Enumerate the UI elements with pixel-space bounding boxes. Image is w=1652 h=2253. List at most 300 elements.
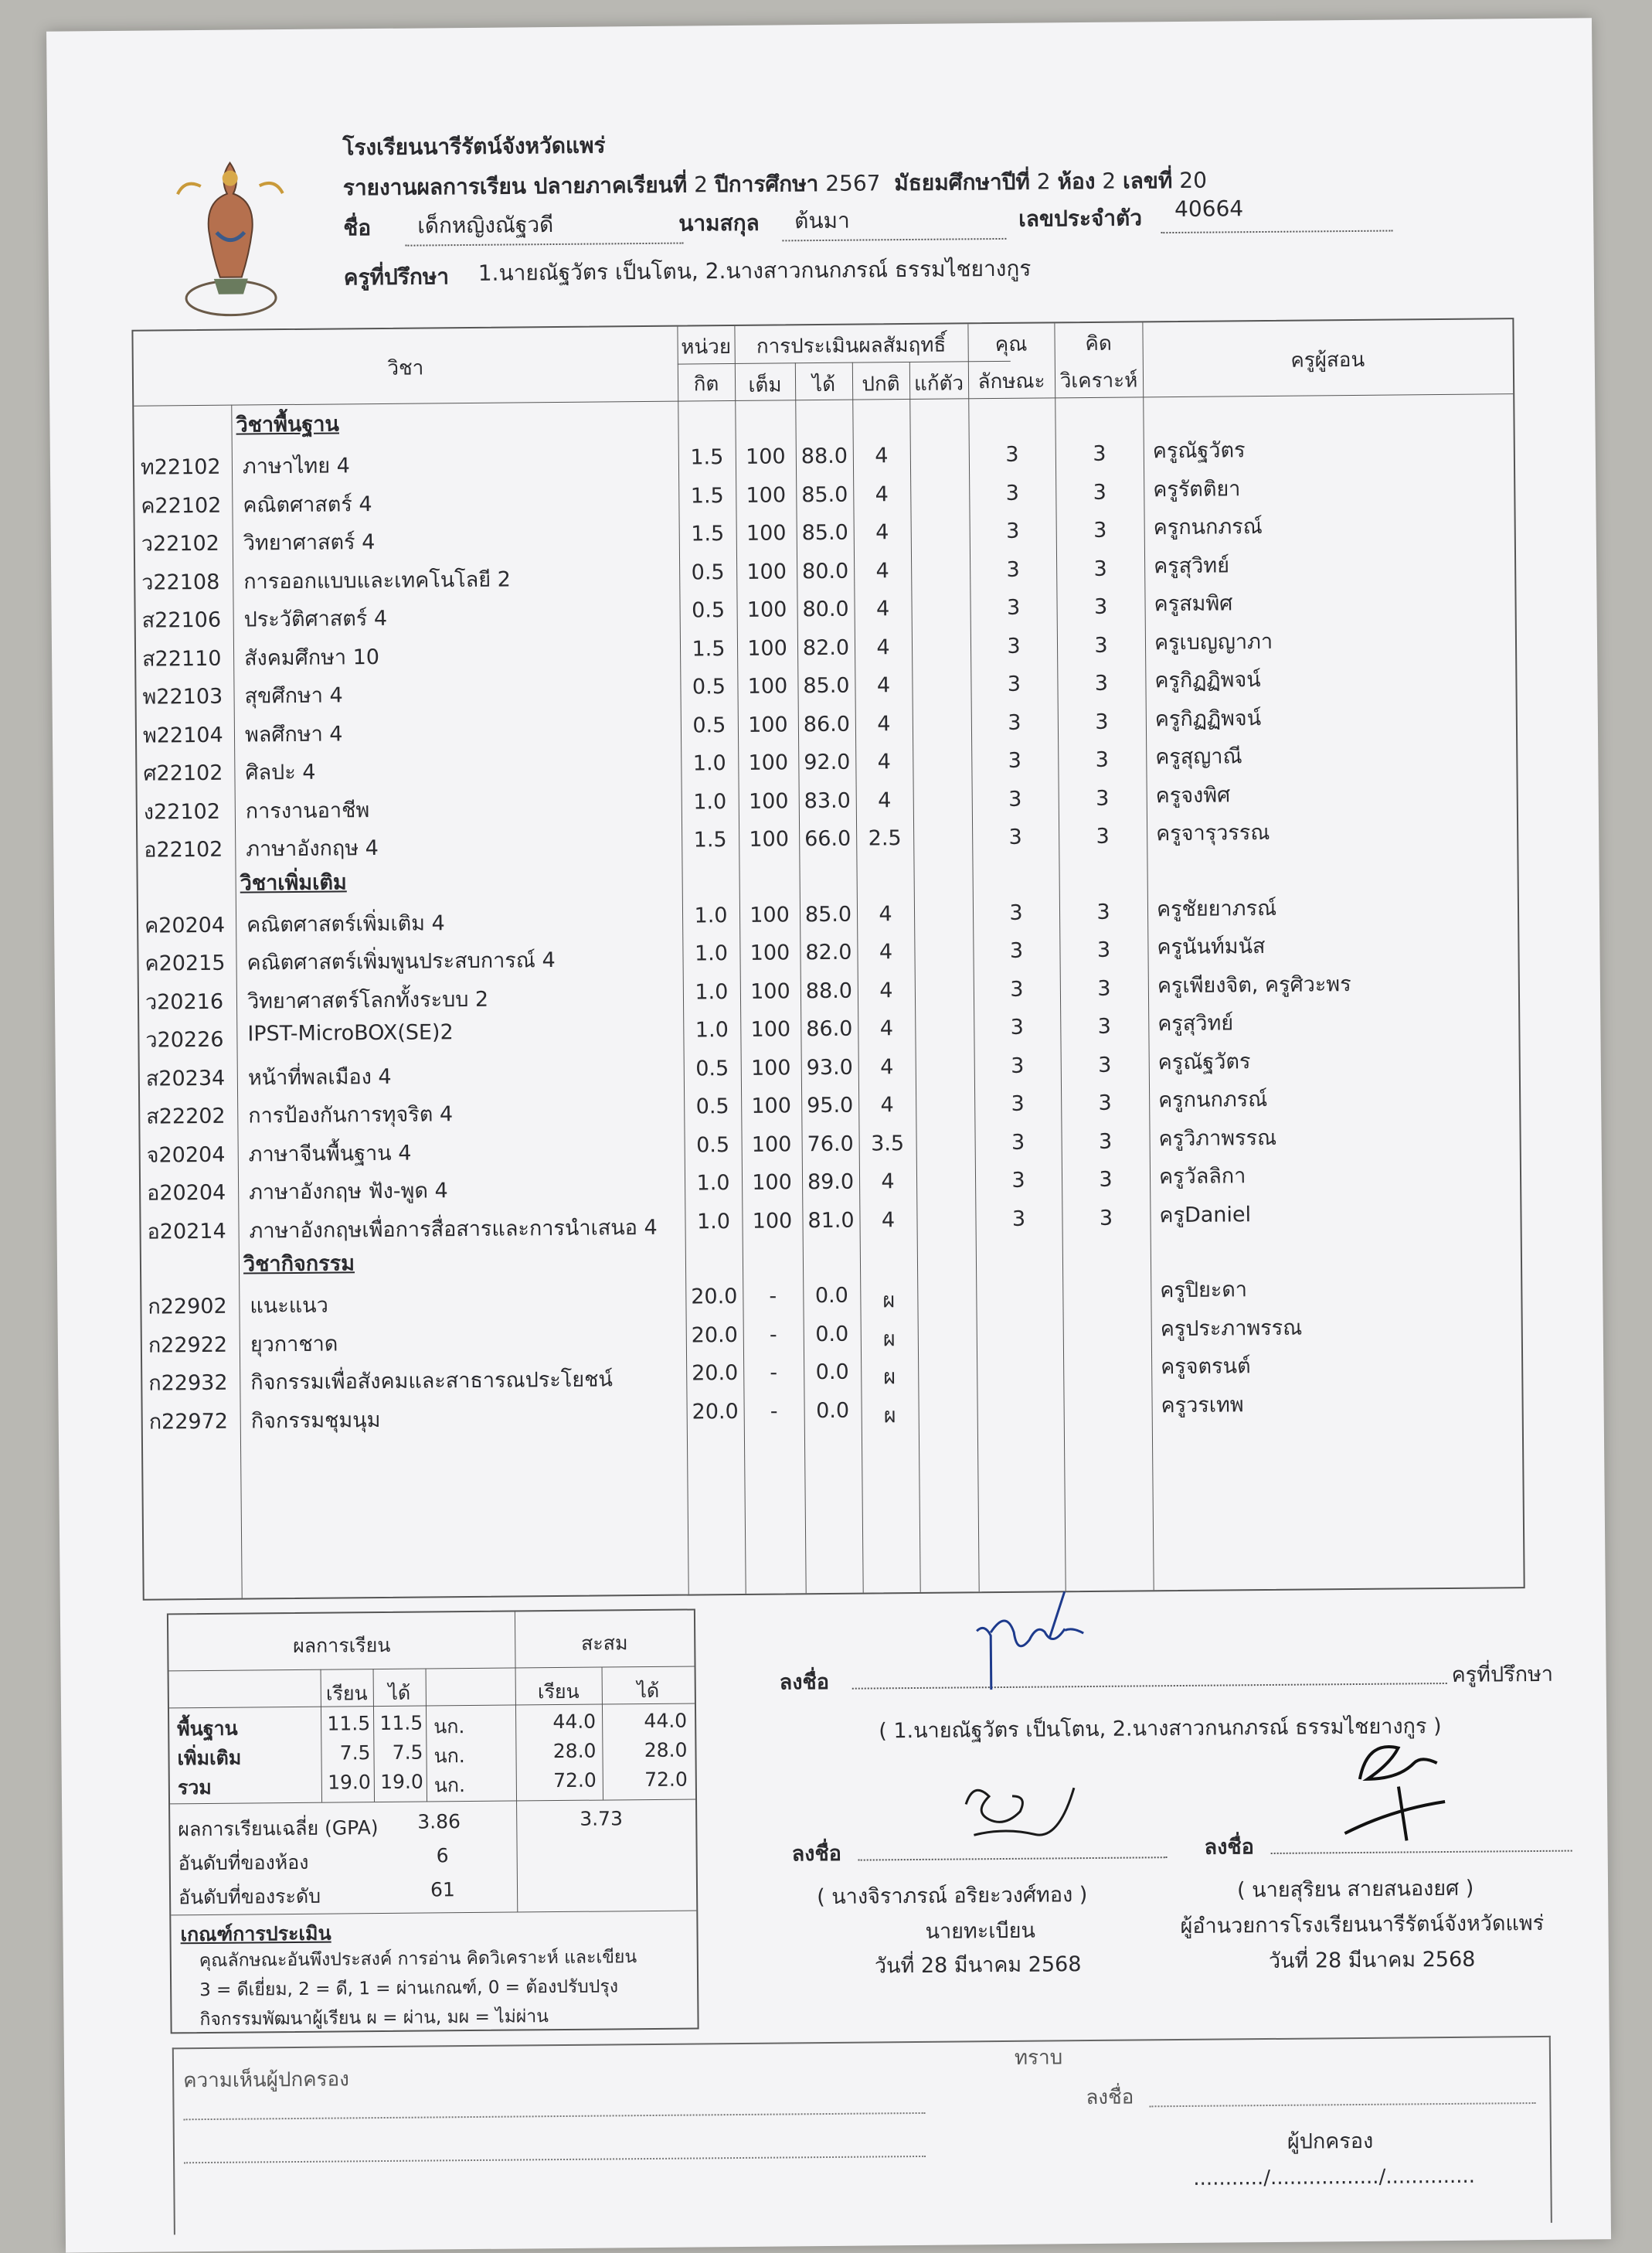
subject-code: ง22102 [143, 799, 221, 825]
teacher-name: ครูDaniel [1159, 1202, 1252, 1227]
teacher-name: ครูนันท์มนัส [1157, 934, 1266, 960]
acc-study-label: เรียน [537, 1680, 580, 1703]
study-label: เรียน [325, 1682, 368, 1705]
acc-got-label: ได้ [637, 1679, 660, 1703]
summary-study: 11.5 [327, 1712, 371, 1735]
cell-grade: 4 [876, 635, 890, 659]
subject-code: ส20234 [145, 1066, 226, 1091]
cell-full: 100 [750, 978, 790, 1004]
director-sign-label: ลงชื่อ [1204, 1835, 1255, 1860]
cell-credit: 20.0 [691, 1322, 738, 1348]
subject-code: ว22108 [141, 570, 220, 595]
cell-score: 92.0 [804, 750, 851, 775]
cell-credit: 1.0 [695, 1018, 729, 1043]
cell-full: 100 [750, 1055, 791, 1081]
advisor-signature-icon [972, 1584, 1096, 1700]
cell-trait: 3 [1011, 1091, 1025, 1116]
cell-trait: 3 [1007, 672, 1021, 696]
director-sign-line [1271, 1850, 1572, 1854]
cell-grade: 4 [879, 1016, 894, 1041]
header-full: เต็ม [748, 373, 782, 397]
summary-got: 7.5 [392, 1741, 423, 1764]
cell-grade: 4 [880, 1054, 894, 1079]
director-signature-icon [1328, 1732, 1484, 1850]
subject-code: ว22102 [141, 531, 220, 556]
cell-full: 100 [751, 1132, 792, 1157]
cell-full: 100 [750, 902, 790, 927]
cell-credit: 1.0 [695, 979, 729, 1004]
opinion-line-2[interactable] [184, 2156, 926, 2163]
header-normal: ปกติ [862, 373, 900, 396]
header-think-bottom: วิเคราะห์ [1059, 369, 1138, 393]
subject-name: IPST-MicroBOX(SE)2 [247, 1020, 454, 1047]
cell-fix [911, 519, 970, 520]
school-name: โรงเรียนนารีรัตน์จังหวัดแพร่ [342, 132, 606, 161]
teacher-name: ครูกนกภรณ์ [1158, 1087, 1268, 1113]
parent-sign-label: ลงชื่อ [1086, 2085, 1134, 2110]
subject-code: จ20204 [146, 1142, 226, 1168]
subject-name: สังคมศึกษา 10 [243, 645, 380, 671]
cell-score: 76.0 [807, 1132, 854, 1156]
subject-name: ยุวกาชาด [250, 1331, 338, 1356]
parent-sign-line[interactable] [1150, 2102, 1536, 2107]
cell-fix [913, 825, 972, 826]
section-title: วิชาพื้นฐาน [236, 412, 340, 437]
cell-fix [918, 1359, 977, 1360]
cell-trait: 3 [1007, 634, 1021, 659]
summary-acc_got: 28.0 [644, 1738, 688, 1762]
cell-full: 100 [751, 1094, 792, 1118]
year-value: 2567 [825, 170, 881, 196]
cell-trait [976, 1281, 1062, 1282]
parent-comment-box [172, 2036, 1552, 2235]
student-surname: ต้นมา [794, 207, 850, 234]
subject-name: ภาษาอังกฤษ 4 [246, 836, 379, 862]
cell-score: 0.0 [816, 1398, 850, 1423]
header-subject: วิชา [387, 356, 424, 380]
teacher-name: ครูจตรนต์ [1161, 1354, 1251, 1380]
teacher-name: ครูสมพิศ [1154, 591, 1233, 617]
header-trait-bottom: ลักษณะ [977, 369, 1045, 394]
cell-full: - [769, 1322, 777, 1347]
cell-think: 3 [1097, 976, 1111, 1001]
report-title-line [343, 164, 1208, 206]
cell-full: 100 [747, 635, 787, 661]
cell-trait: 3 [1005, 519, 1020, 543]
subject-name: คณิตศาสตร์เพิ่มเติม 4 [246, 910, 445, 938]
report-card-sheet [46, 18, 1611, 2252]
cell-trait: 3 [1005, 481, 1020, 505]
teacher-name: ครูณัฐวัตร [1157, 1049, 1251, 1074]
summary-acc_study: 72.0 [553, 1768, 597, 1792]
cell-think: 3 [1095, 710, 1109, 734]
cell-score: 0.0 [815, 1360, 849, 1385]
cell-fix [919, 1397, 977, 1398]
cell-credit: 20.0 [692, 1399, 739, 1424]
subject-code: ก22932 [148, 1370, 228, 1396]
cell-score: 82.0 [805, 940, 852, 965]
cell-score: 0.0 [814, 1283, 848, 1309]
teacher-name: ครูสุญาณี [1155, 744, 1242, 770]
cell-grade: 4 [875, 520, 889, 545]
cell-trait: 3 [1011, 1053, 1025, 1078]
cell-full: 100 [748, 750, 789, 775]
rank-room-value: 6 [436, 1844, 449, 1867]
cell-think: 3 [1094, 671, 1109, 696]
teacher-name: ครูจงพิศ [1155, 782, 1231, 808]
cell-trait: 3 [1009, 938, 1024, 963]
cell-credit: 0.5 [696, 1132, 730, 1157]
registrar-date: วันที่ 28 มีนาคม 2568 [874, 1952, 1082, 1979]
cell-think: 3 [1096, 786, 1110, 811]
section-title: วิชาเพิ่มเติม [240, 870, 347, 896]
cell-fix [914, 939, 973, 940]
summary-acc_got: 44.0 [644, 1709, 688, 1733]
teacher-name: ครูกิฏฏิพจน์ [1154, 706, 1262, 731]
subject-name: กิจกรรมชุมนุม [250, 1407, 381, 1433]
subject-name: สุขศึกษา 4 [244, 683, 343, 709]
subject-code: ก22972 [148, 1409, 229, 1435]
summary-study: 19.0 [328, 1771, 371, 1794]
cell-full: 100 [746, 559, 787, 584]
subject-name: การป้องกันการทุจริต 4 [248, 1102, 454, 1128]
cell-credit: 1.5 [691, 522, 725, 546]
cell-credit: 1.0 [693, 789, 727, 814]
registrar-role: นายทะเบียน [925, 1918, 1036, 1944]
summary-box [167, 1608, 699, 2033]
teacher-name: ครูวรเทพ [1161, 1392, 1244, 1417]
summary-acc_study: 28.0 [552, 1739, 597, 1763]
cell-full: 100 [746, 597, 787, 622]
director-date: วันที่ 28 มีนาคม 2568 [1268, 1947, 1476, 1974]
subject-name: ประวัติศาสตร์ 4 [243, 606, 388, 632]
cell-trait [977, 1358, 1063, 1359]
gpa-label: ผลการเรียนเฉลี่ย (GPA) [178, 1816, 379, 1841]
subject-name: พลศึกษา 4 [244, 721, 343, 747]
cell-score: 85.0 [804, 902, 852, 927]
parent-ack-label: ทราบ [1014, 2046, 1063, 2070]
parent-date-blank[interactable]: .........../................./.............. [1193, 2164, 1476, 2190]
cell-trait: 3 [1006, 595, 1021, 620]
cell-think: 3 [1099, 1167, 1113, 1192]
subject-code: พ22103 [142, 684, 223, 710]
name-dotted-line [405, 243, 683, 247]
cell-trait: 3 [1010, 1015, 1025, 1040]
id-label: เลขประจำตัว [1018, 205, 1143, 232]
cell-full: 100 [746, 521, 787, 546]
cell-trait: 3 [1008, 825, 1022, 849]
summary-unit: นก. [433, 1744, 465, 1768]
cell-grade: 4 [875, 597, 890, 621]
cell-trait: 3 [1010, 977, 1024, 1002]
cell-credit: 0.5 [692, 713, 726, 737]
cell-trait: 3 [1011, 1206, 1026, 1231]
cell-fix [910, 443, 969, 444]
subject-name: หน้าที่พลเมือง 4 [247, 1064, 392, 1091]
teacher-name: ครูวิภาพรรณ [1158, 1125, 1277, 1151]
cell-think: 3 [1097, 1014, 1112, 1039]
accum-label: สะสม [580, 1632, 628, 1655]
cell-think: 3 [1096, 900, 1110, 924]
cell-grade: 4 [879, 901, 892, 926]
summary-label: รวม [177, 1775, 212, 1799]
surname-label: นามสกุล [678, 209, 760, 237]
subject-code: ค20204 [144, 913, 226, 938]
cell-fix [916, 1131, 974, 1132]
cell-score: 86.0 [803, 712, 851, 737]
cell-full: - [770, 1399, 778, 1424]
cell-score: 85.0 [801, 482, 848, 507]
cell-fix [916, 1207, 975, 1208]
cell-think: 3 [1093, 556, 1107, 581]
cell-grade: 4 [880, 1093, 894, 1118]
name-label: ชื่อ [343, 215, 372, 241]
rank-room-label: อันดับที่ของห้อง [178, 1850, 309, 1875]
number-value: 20 [1179, 167, 1208, 193]
cell-full: 100 [750, 941, 790, 965]
cell-fix [913, 749, 971, 750]
subject-name: กิจกรรมเพื่อสังคมและสาธารณประโยชน์ [250, 1367, 614, 1395]
subject-code: ค22102 [141, 493, 222, 519]
subject-name: วิทยาศาสตร์ 4 [243, 530, 376, 556]
semester-value: 2 [694, 172, 709, 198]
advisor-sign-label: ลงชื่อ [779, 1669, 830, 1695]
cell-credit: 1.5 [690, 445, 724, 470]
header-fix: แก้ตัว [913, 372, 964, 396]
header-got: ได้ [811, 373, 836, 397]
surname-dotted-line [782, 238, 1006, 242]
cell-trait: 3 [1005, 442, 1019, 467]
summary-got: 19.0 [380, 1770, 423, 1794]
subject-name: วิทยาศาสตร์โลกทั้งระบบ 2 [246, 987, 489, 1014]
summary-unit: นก. [433, 1774, 466, 1797]
registrar-name: ( นางจิราภรณ์ อริยะวงศ์ทอง ) [817, 1883, 1088, 1910]
teacher-name: ครูชัยยาภรณ์ [1156, 896, 1277, 921]
cell-trait: 3 [1008, 710, 1021, 735]
cell-credit: 0.5 [691, 560, 725, 584]
cell-grade: 4 [878, 788, 892, 812]
summary-study: 7.5 [339, 1741, 371, 1765]
cell-grade: 4 [877, 711, 891, 736]
opinion-line-1[interactable] [184, 2112, 926, 2120]
cell-think: 3 [1093, 518, 1107, 543]
student-name: เด็กหญิงณัฐวดี [417, 212, 554, 239]
cell-credit: 0.5 [691, 598, 726, 623]
criteria-title: เกณฑ์การประเมิน [180, 1921, 331, 1946]
teacher-name: ครูกิฏฏิพจน์ [1154, 668, 1261, 693]
director-name: ( นายสุริยน สายสนองยศ ) [1236, 1876, 1474, 1903]
cell-grade: 4 [881, 1207, 896, 1232]
cell-credit: 20.0 [692, 1360, 739, 1386]
cell-fix [916, 1092, 974, 1093]
cell-score: 0.0 [815, 1322, 849, 1346]
cell-think [1063, 1357, 1151, 1358]
criteria-line-1: คุณลักษณะอันพึงประสงค์ การอ่าน คิดวิเคราะห์ และเขียน [199, 1947, 637, 1972]
subject-name: การออกแบบและเทคโนโลยี 2 [243, 567, 511, 594]
subject-code: อ20204 [147, 1180, 226, 1206]
advisor-role: ครูที่ปรึกษา [1451, 1662, 1554, 1687]
id-dotted-line [1161, 230, 1392, 234]
teacher-name: ครูเบญญาภา [1154, 629, 1273, 655]
cell-credit: 1.0 [694, 903, 728, 927]
registrar-signature-icon [943, 1772, 1098, 1859]
subject-name: คณิตศาสตร์เพิ่มพูนประสบการณ์ 4 [246, 948, 556, 975]
cell-score: 85.0 [801, 520, 848, 546]
cell-score: 93.0 [806, 1055, 853, 1080]
cell-grade: ผ [883, 1365, 896, 1390]
got-label: ได้ [388, 1681, 411, 1704]
subject-code: ท22102 [140, 454, 221, 480]
section-title: วิชากิจกรรม [243, 1251, 355, 1277]
summary-label: เพิ่มเติม [177, 1746, 242, 1770]
cell-score: 86.0 [806, 1016, 853, 1042]
subject-code: อ22102 [144, 837, 223, 863]
cell-grade: ผ [882, 1288, 896, 1313]
cell-score: 95.0 [807, 1093, 854, 1118]
cell-think: 3 [1098, 1129, 1113, 1154]
cell-score: 80.0 [801, 559, 849, 584]
cell-fix [911, 558, 970, 559]
subject-code: อ20214 [147, 1219, 226, 1244]
cell-think: 3 [1099, 1206, 1113, 1230]
cell-score: 82.0 [802, 635, 850, 660]
header-think-top: คิด [1085, 332, 1112, 356]
advisor-label: ครูที่ปรึกษา [343, 264, 450, 291]
room-value: 2 [1102, 168, 1117, 194]
cell-full: 100 [749, 827, 790, 852]
grade-label: มัธยมศึกษาปีที่ [894, 168, 1030, 196]
advisor-sign-line [852, 1683, 1447, 1690]
subject-name: ภาษาไทย 4 [242, 454, 350, 479]
advisor-names: 1.นายณัฐวัตร เป็นโตน, 2.นางสาวกนกภรณ์ ธรรมไชยางกูร [478, 255, 1032, 286]
number-label: เลขที่ [1122, 168, 1173, 194]
gpa-accum-value: 3.73 [580, 1807, 624, 1830]
teacher-name: ครูวัลลิกา [1158, 1164, 1246, 1189]
parent-role: ผู้ปกครอง [1287, 2129, 1374, 2154]
cell-fix [917, 1282, 976, 1283]
cell-grade: 4 [875, 558, 889, 583]
cell-think: 3 [1098, 1091, 1112, 1115]
header-teacher: ครูผู้สอน [1290, 348, 1365, 373]
cell-credit: 1.5 [693, 828, 727, 853]
cell-think: 3 [1098, 1053, 1112, 1077]
cell-score: 88.0 [805, 978, 853, 1003]
teacher-name: ครูเพียงจิต, ครูศิวะพร [1157, 972, 1351, 998]
teacher-name: ครูกนกภรณ์ [1153, 515, 1263, 540]
cell-credit: 20.0 [691, 1284, 738, 1309]
rank-level-value: 61 [430, 1878, 455, 1901]
header-trait-top: คุณ [994, 332, 1028, 357]
report-label: รายงานผลการเรียน ปลายภาคเรียนที่ [342, 172, 688, 201]
cell-trait: 3 [1008, 748, 1022, 773]
cell-score: 88.0 [801, 444, 848, 469]
cell-think: 3 [1093, 480, 1107, 505]
subject-code: ส22106 [141, 607, 222, 633]
cell-think: 3 [1096, 938, 1111, 962]
summary-unit: นก. [433, 1715, 465, 1738]
cell-grade: 4 [875, 444, 889, 468]
subject-name: ศิลปะ 4 [245, 760, 316, 785]
cell-full: 100 [748, 788, 789, 814]
subject-code: ส22202 [146, 1104, 226, 1129]
subject-name: แนะแนว [250, 1293, 328, 1319]
subject-code: ก22902 [148, 1294, 227, 1319]
cell-credit: 1.0 [694, 941, 729, 966]
cell-fix [914, 901, 973, 902]
criteria-line-2: 3 = ดีเยี่ยม, 2 = ดี, 1 = ผ่านเกณฑ์, 0 = ต้องปรับปรุง [199, 1976, 619, 2001]
col-line [231, 405, 242, 1598]
teacher-name: ครูรัตติยา [1153, 476, 1241, 502]
cell-full: 100 [745, 444, 786, 469]
subject-name: ภาษาจีนพื้นฐาน 4 [248, 1141, 412, 1166]
cell-fix [912, 672, 970, 673]
teacher-name: ครูสุวิทย์ [1157, 1011, 1234, 1036]
cell-grade: 4 [879, 940, 893, 965]
subject-code: ว20226 [145, 1027, 224, 1053]
subject-code: พ22104 [142, 723, 223, 748]
cell-trait: 3 [1009, 900, 1023, 925]
cell-grade: ผ [883, 1403, 896, 1428]
cell-credit: 0.5 [695, 1094, 729, 1119]
school-emblem-icon [138, 139, 318, 326]
cell-full: 100 [747, 674, 788, 699]
cell-grade: 4 [877, 750, 892, 774]
subject-code: ศ22102 [143, 761, 223, 786]
cell-credit: 0.5 [692, 675, 726, 699]
cell-grade: 2.5 [868, 826, 902, 851]
registrar-sign-label: ลงชื่อ [791, 1841, 842, 1867]
grades-table [131, 318, 1525, 1601]
cell-grade: 4 [876, 673, 891, 698]
year-label: ปีการศึกษา [714, 171, 819, 198]
teacher-name: ครูปิยะดา [1160, 1278, 1248, 1303]
teacher-name: ครูสุวิทย์ [1153, 553, 1230, 578]
advisor-names-sign: ( 1.นายณัฐวัตร เป็นโตน, 2.นางสาวกนกภรณ์ ธรรมไชยางกูร ) [879, 1714, 1442, 1744]
cell-fix [913, 711, 971, 712]
rank-level-label: อันดับที่ของระดับ [178, 1884, 321, 1909]
cell-grade: 4 [875, 482, 889, 506]
cell-full: 100 [747, 712, 788, 737]
teacher-name: ครูณัฐวัตร [1152, 438, 1246, 464]
cell-think [1064, 1396, 1152, 1397]
cell-score: 81.0 [807, 1208, 855, 1233]
results-label: ผลการเรียน [292, 1633, 391, 1658]
cell-fix [911, 596, 970, 597]
criteria-line-3: กิจกรรมพัฒนาผู้เรียน ผ = ผ่าน, มผ = ไม่ผ่าน [199, 2006, 549, 2030]
cell-credit: 1.0 [692, 751, 726, 776]
cell-think: 3 [1095, 747, 1110, 772]
summary-acc_got: 72.0 [644, 1768, 688, 1792]
cell-grade: 4 [879, 978, 893, 1002]
cell-think: 3 [1096, 824, 1110, 849]
cell-fix [916, 1054, 974, 1055]
cell-think: 3 [1094, 633, 1108, 658]
summary-label: พื้นฐาน [177, 1717, 238, 1741]
grade-value: 2 [1036, 168, 1051, 195]
teacher-name: ครูประภาพรรณ [1160, 1315, 1303, 1341]
header-credit-top: หน่วย [681, 335, 732, 359]
cell-credit: 1.5 [690, 483, 724, 508]
subject-code: ก22922 [148, 1332, 228, 1358]
subject-name: ภาษาอังกฤษเพื่อการสื่อสารและการนำเสนอ 4 [249, 1215, 658, 1243]
summary-got: 11.5 [379, 1711, 423, 1735]
cell-trait: 3 [1008, 787, 1022, 812]
header-assessment: การประเมินผลสัมฤทธิ์ [756, 333, 947, 359]
cell-score: 85.0 [803, 673, 850, 699]
subject-code: ค20215 [144, 951, 226, 976]
cell-think: 3 [1093, 441, 1106, 466]
cell-full: 100 [752, 1208, 793, 1234]
